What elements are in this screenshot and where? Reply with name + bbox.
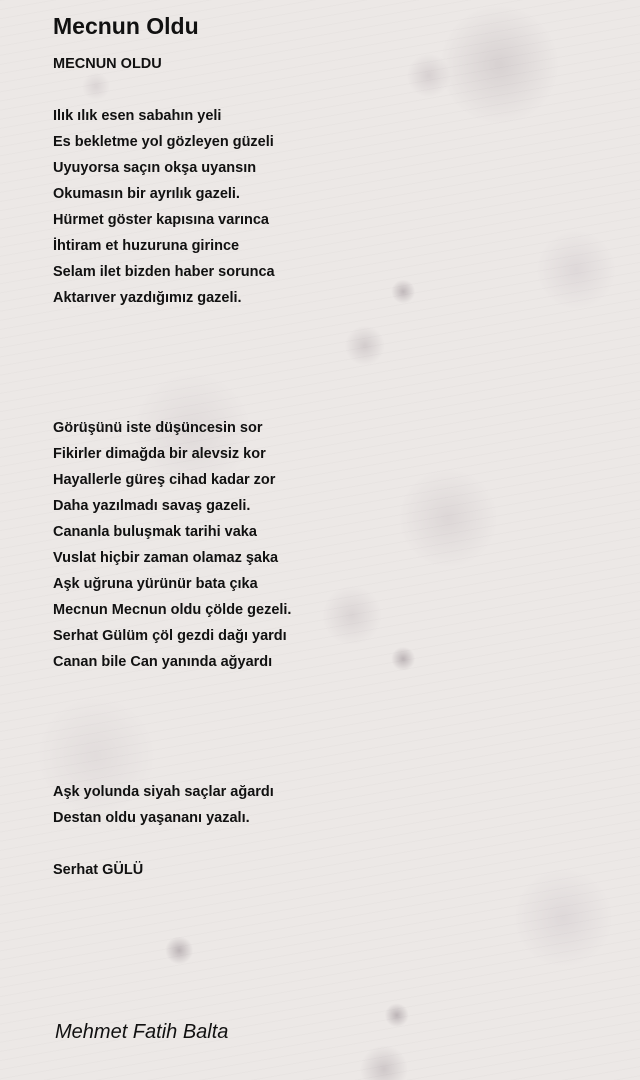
poem-container bbox=[53, 0, 623, 883]
poem-line: Es bekletme yol gözleyen güzeli bbox=[53, 134, 274, 150]
poem-line: Hürmet göster kapısına varınca bbox=[53, 212, 269, 228]
spacer bbox=[53, 701, 623, 727]
stanza-2 bbox=[53, 415, 623, 675]
spacer bbox=[53, 831, 623, 857]
poem-line: Aşk uğruna yürünür bata çıka bbox=[53, 576, 258, 592]
poem-line: Hayallerle güreş cihad kadar zor bbox=[53, 472, 276, 488]
poem-line: Fikirler dimağda bir alevsiz kor bbox=[53, 446, 266, 462]
poem-line: Destan oldu yaşananı yazalı. bbox=[53, 810, 250, 826]
poem-subtitle: MECNUN OLDU bbox=[53, 56, 162, 72]
poem-title: Mecnun Oldu bbox=[53, 13, 199, 39]
poem-line: Uyuyorsa saçın okşa uyansın bbox=[53, 160, 257, 176]
poem-line: Okumasın bir ayrılık gazeli. bbox=[53, 186, 240, 202]
poem-signature: Serhat GÜLÜ bbox=[53, 862, 144, 878]
stanza-3 bbox=[53, 779, 623, 831]
spacer bbox=[53, 311, 623, 337]
poem-line: Görüşünü iste düşüncesin sor bbox=[53, 420, 263, 436]
poem-line: Canan bile Can yanında ağyardı bbox=[53, 654, 273, 670]
spacer bbox=[53, 337, 623, 363]
poem-line: Serhat Gülüm çöl gezdi dağı yardı bbox=[53, 628, 287, 644]
stanza-1 bbox=[53, 103, 623, 311]
spacer bbox=[53, 389, 623, 415]
spacer bbox=[53, 363, 623, 389]
poem-line: Cananla buluşmak tarihi vaka bbox=[53, 524, 257, 540]
spacer bbox=[53, 727, 623, 753]
poem-author: Mehmet Fatih Balta bbox=[55, 1021, 229, 1043]
poem-line: Daha yazılmadı savaş gazeli. bbox=[53, 498, 251, 514]
spacer bbox=[53, 77, 623, 103]
poem-line: Selam ilet bizden haber sorunca bbox=[53, 264, 275, 280]
poem-line: Mecnun Mecnun oldu çölde gezeli. bbox=[53, 602, 292, 618]
poem-line: Aktarıver yazdığımız gazeli. bbox=[53, 290, 242, 306]
poem-line: İhtiram et huzuruna girince bbox=[53, 238, 240, 254]
spacer bbox=[53, 675, 623, 701]
poem-line: Ilık ılık esen sabahın yeli bbox=[53, 108, 222, 124]
poem-line: Aşk yolunda siyah saçlar ağardı bbox=[53, 784, 274, 800]
spacer bbox=[53, 753, 623, 779]
poem-line: Vuslat hiçbir zaman olamaz şaka bbox=[53, 550, 279, 566]
